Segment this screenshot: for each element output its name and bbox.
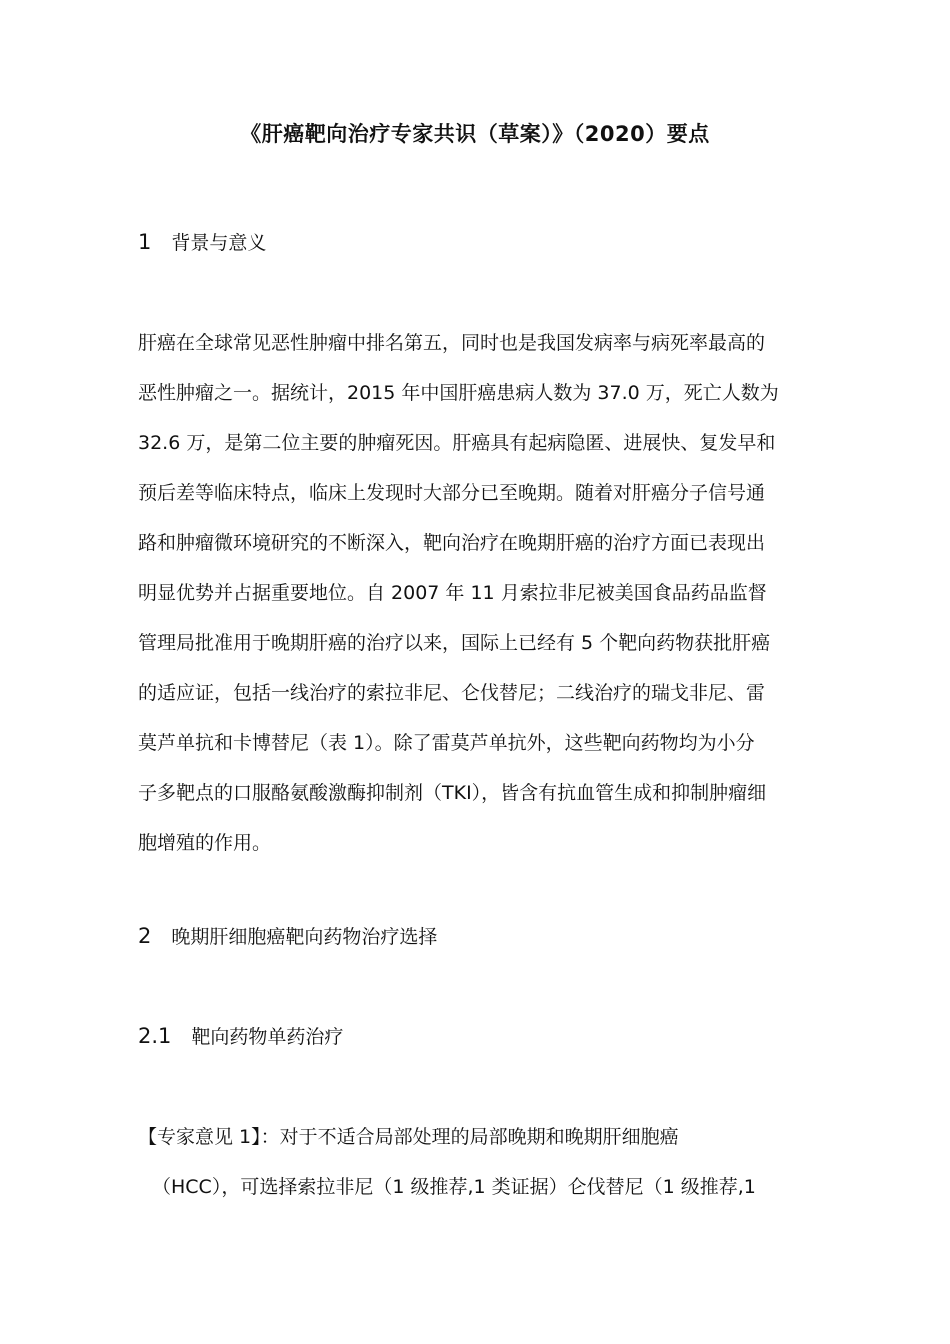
paragraph-line: 32.6 万，是第二位主要的肿瘤死因。肝癌具有起病隐匿、进展快、复发早和 xyxy=(138,432,776,454)
opinion-line: 【专家意见 1】：对于不适合局部处理的局部晚期和晚期肝细胞癌 xyxy=(138,1126,679,1148)
expert-opinion-1 xyxy=(138,1112,828,1212)
paragraph-line: 的适应证，包括一线治疗的索拉非尼、仑伐替尼；二线治疗的瑞戈非尼、雷 xyxy=(138,682,766,704)
section-2-number: 2 xyxy=(138,924,152,948)
paragraph-line: 肝癌在全球常见恶性肿瘤中排名第五，同时也是我国发病率与病死率最高的 xyxy=(138,332,766,354)
section-1-title: 背景与意义 xyxy=(171,232,267,254)
section-2-heading xyxy=(138,922,437,949)
paragraph-line: 胞增殖的作用。 xyxy=(138,832,272,854)
paragraph-line: 子多靶点的口服酪氨酸激酶抑制剂（TKI），皆含有抗血管生成和抑制肿瘤细 xyxy=(138,782,767,804)
paragraph-line: 路和肿瘤微环境研究的不断深入，靶向治疗在晚期肝癌的治疗方面已表现出 xyxy=(138,532,766,554)
paragraph-line: 管理局批准用于晚期肝癌的治疗以来，国际上已经有 5 个靶向药物获批肝癌 xyxy=(138,632,771,654)
paragraph-line: 莫芦单抗和卡博替尼（表 1）。除了雷莫芦单抗外，这些靶向药物均为小分 xyxy=(138,732,755,754)
opinion-line: （HCC），可选择索拉非尼（1 级推荐,1 类证据）仑伐替尼（1 级推荐,1 xyxy=(152,1176,756,1198)
section-2-1-title: 靶向药物单药治疗 xyxy=(191,1026,344,1048)
section-1-number: 1 xyxy=(138,230,152,254)
section-1-heading xyxy=(138,228,266,255)
paragraph-line: 预后差等临床特点，临床上发现时大部分已至晚期。随着对肝癌分子信号通 xyxy=(138,482,766,504)
paragraph-line: 恶性肿瘤之一。据统计，2015 年中国肝癌患病人数为 37.0 万，死亡人数为 xyxy=(138,382,779,404)
document-title: 《肝癌靶向治疗专家共识（草案）》（2020）要点 xyxy=(240,122,710,146)
section-2-1-heading xyxy=(138,1022,343,1049)
section-2-1-number: 2.1 xyxy=(138,1024,172,1048)
section-2-title: 晚期肝细胞癌靶向药物治疗选择 xyxy=(171,926,438,948)
paragraph-line: 明显优势并占据重要地位。自 2007 年 11 月索拉非尼被美国食品药品监督 xyxy=(138,582,767,604)
background-paragraph xyxy=(138,318,818,868)
